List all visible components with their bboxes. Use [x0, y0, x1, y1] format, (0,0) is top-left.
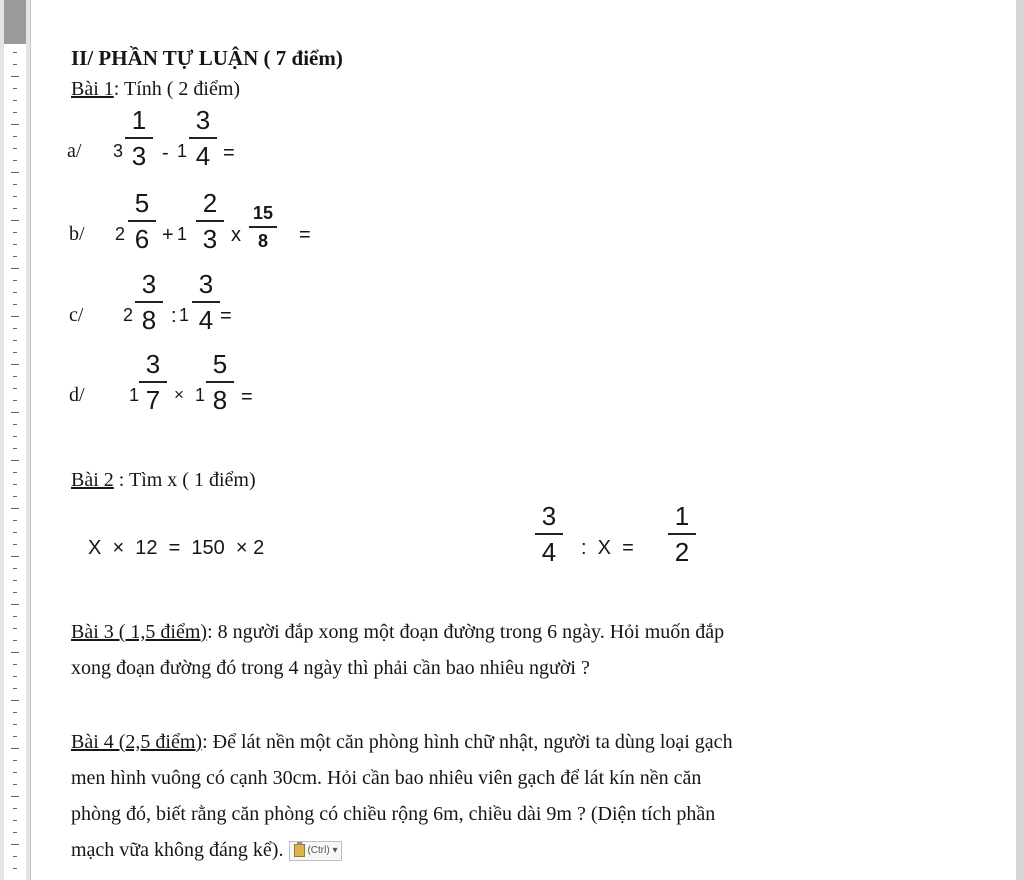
- numerator: 3: [198, 269, 214, 299]
- bai2-rest: : Tìm x ( 1 điểm): [113, 469, 256, 491]
- ruler-tick: [13, 712, 17, 713]
- ruler-tick: [13, 160, 17, 161]
- ruler-tick: [13, 400, 17, 401]
- label-d: d/: [69, 384, 85, 406]
- ruler-tick: [11, 796, 19, 797]
- ruler-tick: [13, 592, 17, 593]
- ruler-tick: [11, 460, 19, 461]
- ruler-tick: [11, 172, 19, 173]
- whole-a1: 3: [113, 141, 124, 161]
- denominator: 8: [212, 384, 228, 415]
- fraction-bar: [125, 137, 153, 139]
- numerator: 3: [145, 349, 161, 379]
- operator-d: ×: [174, 385, 184, 404]
- bai3-label: Bài 3 ( 1,5 điểm): [71, 621, 208, 643]
- bai3-line-2: xong đoạn đường đó trong 4 ngày thì phải cần bao nhiêu người ?: [71, 657, 590, 679]
- ruler-tick: [13, 100, 17, 101]
- ruler-tick: [13, 664, 17, 665]
- ruler-tick: [13, 568, 17, 569]
- ruler-tick: [11, 604, 19, 605]
- ruler-tick: [13, 724, 17, 725]
- ruler-tick: [13, 232, 17, 233]
- whole-b2: 1: [177, 224, 188, 244]
- fraction-bar: [192, 301, 220, 303]
- paste-options-label: (Ctrl): [307, 845, 330, 857]
- ruler-tick: [13, 868, 17, 869]
- bai4-line-3: phòng đó, biết rằng căn phòng có chiều rộng 6m, chiều dài 9m ? (Diện tích phần: [71, 803, 716, 825]
- ruler-tick: [13, 736, 17, 737]
- ruler-body: [4, 44, 26, 880]
- ruler-tick: [11, 556, 19, 557]
- ruler-tick: [13, 544, 17, 545]
- fraction-bar: [128, 220, 156, 222]
- numerator: 15: [252, 203, 274, 223]
- denominator: 4: [541, 536, 557, 567]
- denominator: 8: [257, 230, 268, 251]
- ruler-tick: [11, 748, 19, 749]
- fraction-bar: [249, 226, 277, 228]
- fraction-c1: [135, 270, 163, 334]
- ruler-tick: [11, 844, 19, 845]
- ruler-tick: [11, 316, 19, 317]
- bai3-paragraph: [71, 614, 724, 686]
- ruler-tick: [11, 652, 19, 653]
- expression-b: [31, 183, 431, 273]
- section-heading: II/ PHẦN TỰ LUẬN ( 7 điểm): [71, 46, 343, 70]
- bai4-label: Bài 4 (2,5 điểm): [71, 731, 203, 753]
- numerator: 1: [674, 501, 690, 531]
- equals-d: =: [241, 386, 253, 408]
- ruler-tick: [11, 364, 19, 365]
- ruler-tick: [13, 196, 17, 197]
- fraction-a2: [189, 106, 217, 170]
- fraction-bar: [196, 220, 224, 222]
- fraction-b1: [128, 189, 156, 253]
- fraction-bar: [535, 533, 563, 535]
- clipboard-icon: [294, 844, 305, 857]
- denominator: 3: [131, 140, 147, 171]
- ruler-tick: [13, 496, 17, 497]
- ruler-tick: [13, 676, 17, 677]
- fraction-eq2-left: [535, 502, 563, 566]
- ruler-tick: [13, 64, 17, 65]
- ruler-tick: [13, 580, 17, 581]
- operator-b1: +: [162, 224, 174, 246]
- ruler-tick: [13, 376, 17, 377]
- ruler-tick: [13, 304, 17, 305]
- document-page: [31, 0, 1016, 880]
- bai1-label: Bài 1: [71, 78, 114, 100]
- eq2-middle: : X =: [581, 537, 634, 559]
- numerator: 5: [212, 349, 228, 379]
- bai2-label: Bài 2: [71, 469, 114, 491]
- ruler-tick: [13, 616, 17, 617]
- numerator: 3: [195, 105, 211, 135]
- numerator: 3: [141, 269, 157, 299]
- ruler-tick: [13, 448, 17, 449]
- bai4-line-1: [71, 724, 733, 760]
- expression-c: [31, 268, 431, 358]
- ruler-tick: [13, 640, 17, 641]
- whole-c2: 1: [179, 305, 190, 325]
- fraction-bar: [135, 301, 163, 303]
- ruler-tick: [13, 340, 17, 341]
- label-c: c/: [69, 304, 84, 326]
- operator-c: :: [171, 305, 177, 327]
- ruler-tick: [13, 424, 17, 425]
- ruler-tick: [13, 280, 17, 281]
- ruler-tick: [13, 88, 17, 89]
- ruler-top-margin: [4, 0, 26, 44]
- ruler-tick: [11, 508, 19, 509]
- denominator: 2: [674, 536, 690, 567]
- fraction-a1: [125, 106, 153, 170]
- whole-c1: 2: [123, 305, 134, 325]
- label-b: b/: [69, 223, 85, 245]
- denominator: 4: [198, 304, 214, 335]
- ruler-tick: [13, 532, 17, 533]
- fraction-bar: [206, 381, 234, 383]
- ruler-tick: [13, 820, 17, 821]
- ruler-tick: [11, 700, 19, 701]
- operator-b2: x: [231, 224, 241, 246]
- ruler-tick: [13, 148, 17, 149]
- ruler-tick: [13, 688, 17, 689]
- ruler-tick: [13, 628, 17, 629]
- ruler-tick: [13, 832, 17, 833]
- numerator: 5: [134, 188, 150, 218]
- ruler-tick: [13, 772, 17, 773]
- denominator: 6: [134, 223, 150, 254]
- numerator: 2: [202, 188, 218, 218]
- equals-b: =: [299, 224, 311, 246]
- ruler-tick: [13, 472, 17, 473]
- operator-a: -: [162, 142, 169, 164]
- bai1-title: [71, 78, 240, 101]
- whole-a2: 1: [177, 141, 188, 161]
- label-a: a/: [67, 140, 82, 162]
- numerator: 3: [541, 501, 557, 531]
- ruler-tick: [13, 292, 17, 293]
- ruler-tick: [13, 256, 17, 257]
- vertical-ruler: [0, 0, 31, 880]
- denominator: 7: [145, 384, 161, 415]
- ruler-tick: [11, 220, 19, 221]
- ruler-tick: [13, 484, 17, 485]
- bai4-text-1: : Để lát nền một căn phòng hình chữ nhật, người ta dùng loại gạch: [202, 731, 733, 753]
- ruler-tick: [13, 784, 17, 785]
- ruler-tick: [13, 856, 17, 857]
- ruler-tick: [13, 112, 17, 113]
- whole-d1: 1: [129, 385, 140, 405]
- equals-c: =: [220, 305, 232, 327]
- ruler-tick: [13, 184, 17, 185]
- numerator: 1: [131, 105, 147, 135]
- bai4-paragraph: [71, 724, 733, 868]
- equals-a: =: [223, 142, 235, 164]
- ruler-tick: [13, 136, 17, 137]
- fraction-c2: [192, 270, 220, 334]
- fraction-d1: [139, 350, 167, 414]
- ruler-tick: [11, 412, 19, 413]
- denominator: 8: [141, 304, 157, 335]
- bai1-rest: : Tính ( 2 điểm): [113, 78, 241, 100]
- ruler-tick: [13, 388, 17, 389]
- fraction-b3: [249, 203, 277, 251]
- whole-b1: 2: [115, 224, 126, 244]
- denominator: 3: [202, 223, 218, 254]
- bai4-line-2: men hình vuông có cạnh 30cm. Hỏi cần bao nhiêu viên gạch để lát kín nền căn: [71, 767, 702, 789]
- bai3-text-1: : 8 người đắp xong một đoạn đường trong 6 ngày. Hỏi muốn đắp: [207, 621, 725, 643]
- ruler-tick: [13, 760, 17, 761]
- denominator: 4: [195, 140, 211, 171]
- bai4-text-4: mạch vữa không đáng kể).: [71, 839, 284, 861]
- fraction-bar: [139, 381, 167, 383]
- ruler-tick: [13, 352, 17, 353]
- expression-d: [31, 350, 431, 440]
- paste-options-button[interactable]: (Ctrl) ▾: [289, 841, 342, 861]
- ruler-tick: [13, 328, 17, 329]
- ruler-tick: [11, 268, 19, 269]
- ruler-tick: [13, 244, 17, 245]
- ruler-tick: [11, 76, 19, 77]
- whole-d2: 1: [195, 385, 206, 405]
- bai3-line-1: [71, 614, 724, 650]
- ruler-tick: [13, 520, 17, 521]
- fraction-d2: [206, 350, 234, 414]
- bai2-title: [71, 469, 256, 492]
- bai4-line-4: [71, 832, 733, 868]
- fraction-eq2-right: [668, 502, 696, 566]
- ruler-tick: [13, 52, 17, 53]
- bai2-equation-2: [531, 500, 771, 590]
- ruler-tick: [13, 436, 17, 437]
- ruler-tick: [13, 208, 17, 209]
- ruler-tick: [11, 124, 19, 125]
- fraction-b2: [196, 189, 224, 253]
- expression-a: [31, 100, 431, 190]
- fraction-bar: [189, 137, 217, 139]
- fraction-bar: [668, 533, 696, 535]
- ruler-tick: [13, 808, 17, 809]
- bai2-equation-1: X × 12 = 150 × 2: [88, 537, 265, 559]
